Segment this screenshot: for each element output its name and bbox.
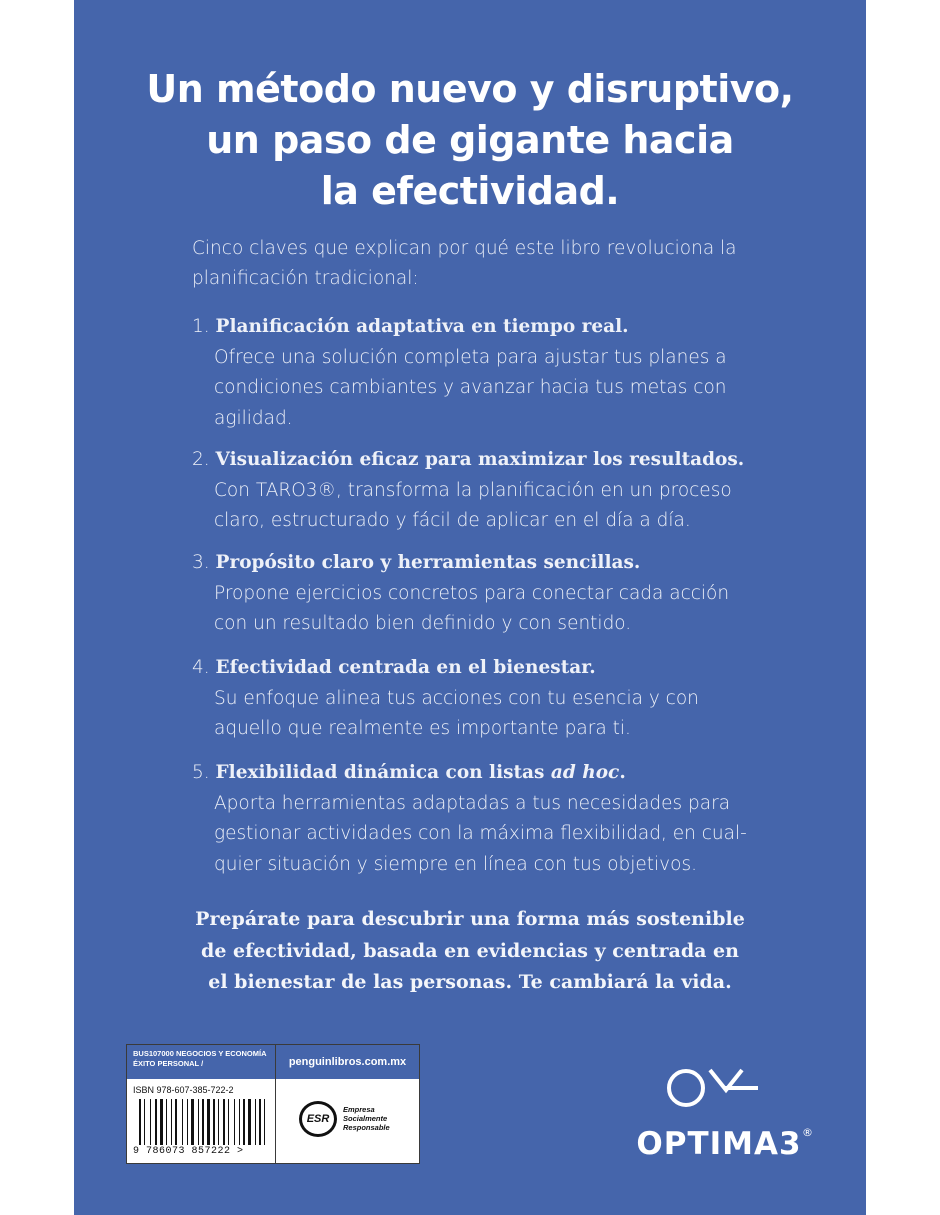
key-item-line: Propone ejercicios concretos para conectar cada acción — [214, 582, 730, 604]
barcode-bar — [166, 1099, 167, 1145]
barcode-bar — [248, 1099, 251, 1145]
closing-line: el bienestar de las personas. Te cambiará la vida. — [208, 971, 732, 993]
barcode-bar — [198, 1099, 199, 1145]
key-item-line: quier situación y siempre en línea con tus objetivos. — [214, 853, 697, 875]
headline-line: Un método nuevo y disruptivo, — [146, 67, 794, 111]
barcode-bar — [202, 1099, 204, 1145]
barcode-bar — [255, 1099, 256, 1145]
barcode-digits: 9 786073 857222 > — [133, 1146, 244, 1157]
barcode-bar — [150, 1099, 151, 1145]
barcode-bar — [234, 1099, 235, 1145]
barcode-bar — [182, 1099, 183, 1145]
key-item-1 — [192, 312, 792, 434]
barcode-bar — [213, 1099, 215, 1145]
key-item-line: aquello que realmente es importante para ti. — [214, 718, 631, 739]
key-item-2 — [192, 445, 792, 537]
key-item-title: 5. Flexibilidad dinámica con listas ad hoc. — [192, 762, 626, 783]
isbn-label: ISBN 978-607-385-722-2 — [133, 1085, 234, 1095]
barcode-bar — [243, 1099, 245, 1145]
barcode-bar — [139, 1099, 141, 1145]
barcode-bar — [239, 1099, 240, 1145]
key-item-title: 1. Planificación adaptativa en tiempo real. — [192, 316, 629, 337]
key-item-line: condiciones cambiantes y avanzar hacia tus metas con — [214, 377, 727, 398]
closing-line: Prepárate para descubrir una forma más sostenible — [195, 908, 745, 930]
esr-logo-icon: ESR — [299, 1101, 337, 1137]
barcode-bar — [228, 1099, 229, 1145]
barcode — [139, 1099, 269, 1145]
headline-line: la efectividad. — [320, 169, 620, 213]
barcode-bar — [207, 1099, 210, 1145]
category-label: BUS107000 NEGOCIOS Y ECONOMÍA ÉXITO PERSONAL / — [127, 1045, 275, 1079]
key-item-title: 2. Visualización eficaz para maximizar los resultados. — [192, 449, 745, 470]
key-item-title: 3. Propósito claro y herramientas sencillas. — [192, 552, 641, 573]
intro-line: planificación tradicional: — [192, 268, 419, 289]
barcode-bar — [144, 1099, 145, 1145]
optima3-brand — [624, 1064, 824, 1174]
brand-name: OPTIMA3 — [636, 1126, 802, 1162]
key-item-line: Su enfoque alinea tus acciones con tu esencia y con — [214, 687, 699, 709]
key-item-4 — [192, 653, 792, 745]
barcode-bar — [171, 1099, 172, 1145]
key-item-5 — [192, 758, 792, 880]
headline — [74, 64, 866, 217]
key-item-line: Con TARO3®, transforma la planificación en un proceso — [214, 479, 732, 501]
barcode-bar — [187, 1099, 188, 1145]
barcode-bar — [259, 1099, 261, 1145]
barcode-bar — [160, 1099, 163, 1145]
key-item-title: 4. Efectividad centrada en el bienestar. — [192, 657, 596, 678]
intro-text — [192, 234, 772, 294]
barcode-panel — [126, 1044, 420, 1164]
intro-line: Cinco claves que explican por qué este libro revoluciona la — [192, 238, 737, 259]
key-item-line: con un resultado bien definido y con sentido. — [214, 613, 632, 634]
barcode-bar — [155, 1099, 157, 1145]
key-item-line: claro, estructurado y fácil de aplicar en el día a día. — [214, 510, 691, 531]
optima3-logo-icon — [666, 1064, 762, 1114]
barcode-bar — [223, 1099, 225, 1145]
headline-line: un paso de gigante hacia — [206, 118, 734, 162]
key-item-line: Ofrece una solución completa para ajustar tus planes a — [214, 346, 727, 368]
closing-line: de efectividad, basada en evidencias y centrada en — [201, 939, 739, 962]
closing-text — [74, 904, 866, 999]
panel-divider — [275, 1045, 276, 1163]
barcode-bar — [191, 1099, 194, 1145]
key-item-3 — [192, 548, 792, 640]
barcode-bar — [218, 1099, 219, 1145]
back-cover — [74, 0, 866, 1215]
key-item-line: gestionar actividades con la máxima flexibilidad, en cual- — [214, 823, 747, 844]
barcode-bar — [264, 1099, 265, 1145]
publisher-website: penguinlibros.com.mx — [276, 1045, 419, 1079]
esr-text: Empresa Socialmente Responsable — [343, 1105, 390, 1132]
registered-mark: ® — [802, 1126, 813, 1139]
key-item-line: Aporta herramientas adaptadas a tus necesidades para — [214, 792, 731, 814]
barcode-bar — [175, 1099, 177, 1145]
key-item-line: agilidad. — [214, 407, 293, 429]
